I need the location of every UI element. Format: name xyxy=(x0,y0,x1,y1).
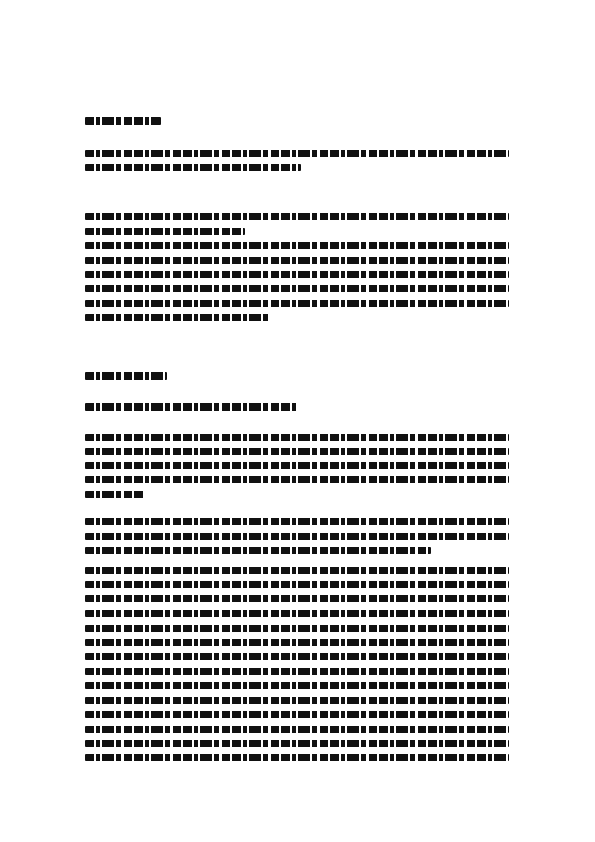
text-line xyxy=(85,610,509,617)
text-line xyxy=(85,300,509,307)
text-line xyxy=(85,533,509,540)
text-line xyxy=(85,639,509,646)
text-line xyxy=(85,285,509,292)
text-line xyxy=(85,740,509,747)
text-line xyxy=(85,625,509,632)
text-line xyxy=(85,257,509,264)
text-line xyxy=(85,213,509,220)
text-line xyxy=(85,668,509,675)
text-line xyxy=(85,462,509,469)
text-line xyxy=(85,547,431,554)
text-line xyxy=(85,434,509,441)
text-line xyxy=(85,476,509,483)
heading-line xyxy=(85,403,297,411)
text-line xyxy=(85,711,509,718)
text-line xyxy=(85,164,301,171)
text-line xyxy=(85,726,509,733)
text-line xyxy=(85,228,245,235)
heading-line xyxy=(85,372,167,380)
text-line xyxy=(85,595,509,602)
text-line xyxy=(85,682,509,689)
text-line xyxy=(85,754,509,761)
text-line xyxy=(85,150,509,157)
text-line xyxy=(85,518,509,525)
text-line xyxy=(85,271,509,278)
text-line xyxy=(85,242,509,249)
text-line xyxy=(85,653,509,660)
text-line xyxy=(85,581,509,588)
text-line xyxy=(85,567,509,574)
text-line xyxy=(85,697,509,704)
text-line xyxy=(85,491,145,498)
text-line xyxy=(85,314,271,321)
text-line xyxy=(85,448,509,455)
heading-line xyxy=(85,117,161,125)
